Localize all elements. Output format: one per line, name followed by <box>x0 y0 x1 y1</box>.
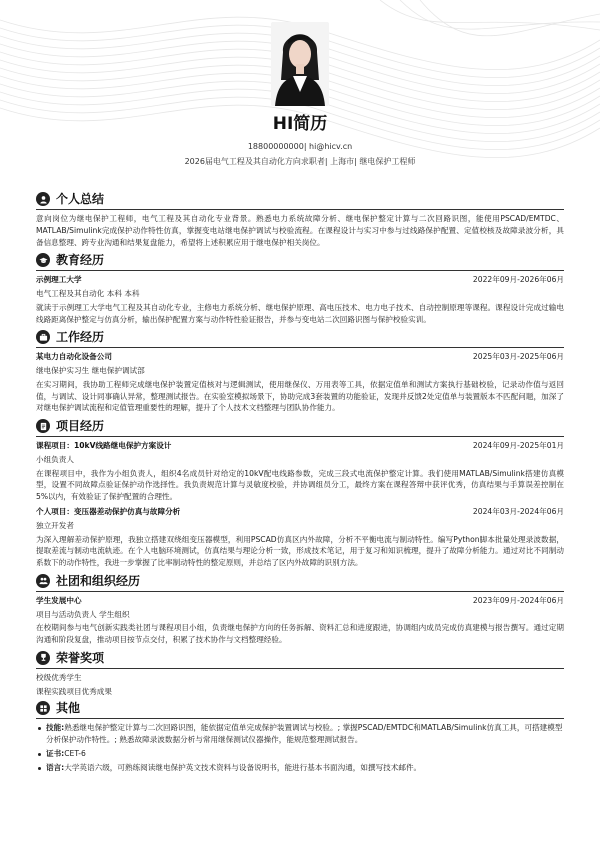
graduation-cap-icon <box>36 253 50 267</box>
grid-icon <box>36 701 50 715</box>
education-text: 就读于示例理工大学电气工程及其自动化专业，主修电力系统分析、继电保护原理、高电压技术、电力电子技术、自动控制原理等课程。课程设计完成过输电线路距离保护整定与仿真分析，输出保护配置方案与动作特性验证报告，并参与变电站二次回路识图与保护校验实训。 <box>36 302 564 324</box>
school-name: 示例理工大学 <box>36 275 82 285</box>
section-divider <box>36 270 564 271</box>
work-header-row <box>36 351 564 363</box>
work-text: 在实习期间，我协助工程师完成继电保护装置定值核对与逻辑测试，使用继保仪、万用表等工具，依据定值单和测试方案执行基础校验，记录动作值与返回值，与调试、设计同事确认异常，整理测试报告。在实验室模拟场景下，协助完成3套装置的功能验证，发现并反馈2处定值单与装置版本不匹配问题，加深了对继电保护调试流程和定值管理重要性的理解，提升了个人技术文档整理与团队协作能力。 <box>36 379 564 413</box>
section-divider <box>36 347 564 348</box>
project-role: 小组负责人 <box>36 454 74 464</box>
award-item: 课程实践项目优秀成果 <box>36 686 112 696</box>
projects-section <box>36 417 564 569</box>
project-date: 2024年03月-2024年06月 <box>472 507 564 517</box>
section-divider <box>36 668 564 669</box>
work-date: 2025年03月-2025年06月 <box>472 352 564 362</box>
education-header-row <box>36 274 564 286</box>
list-item <box>36 762 564 774</box>
project-role: 独立开发者 <box>36 520 74 530</box>
work-section <box>36 328 564 414</box>
item-label: 证书: <box>46 748 65 758</box>
education-date: 2022年09月-2026年06月 <box>472 275 564 285</box>
document-icon <box>36 419 50 433</box>
item-label: 语言: <box>46 762 65 772</box>
profile-photo <box>271 22 329 106</box>
work-title: 工作经历 <box>56 330 105 345</box>
company-name: 某电力自动化设备公司 <box>36 352 112 362</box>
education-title: 教育经历 <box>56 253 105 267</box>
projects-title: 项目经历 <box>56 418 105 433</box>
org-name: 学生发展中心 <box>36 595 82 605</box>
section-divider <box>36 591 564 592</box>
others-list <box>36 722 564 773</box>
others-section <box>36 699 564 773</box>
award-item: 校级优秀学生 <box>36 672 82 682</box>
item-text: 大学英语六级，可熟练阅读继电保护英文技术资料与设备说明书，能进行基本书面沟通，如撰写技术邮件。 <box>64 762 422 772</box>
job-intent: 2026届电气工程及其自动化方向求职者| 上海市| 继电保护工程师 <box>184 156 416 166</box>
others-title: 其他 <box>56 701 81 716</box>
group-icon <box>36 574 50 588</box>
campus-date: 2023年09月-2024年06月 <box>472 595 564 605</box>
project-text: 在课程项目中，我作为小组负责人，组织4名成员针对给定的10kV配电线路参数，完成三段式电流保护整定计算。我们使用MATLAB/Simulink搭建仿真模型，设置不同故障点验证保护动作选择性。我负责规范计算与灵敏度校验，并协调组员分工，最终方案在课程答辩中获评优秀，仿真结果与手算误差控制在5%以内，有效验证了保护配置的合理性。 <box>36 468 564 502</box>
list-item <box>36 748 564 760</box>
candidate-name: HI简历 <box>272 114 328 134</box>
list-item <box>36 722 564 746</box>
education-section <box>36 251 564 325</box>
resume-content <box>36 188 564 776</box>
campus-title: 社团和组织经历 <box>56 573 141 588</box>
campus-role: 项目与活动负责人 学生组织 <box>36 609 130 619</box>
summary-title: 个人总结 <box>56 191 105 206</box>
section-divider <box>36 718 564 719</box>
section-divider <box>36 209 564 210</box>
trophy-icon <box>36 651 50 665</box>
awards-title: 荣誉奖项 <box>56 650 105 665</box>
contact-info: 18800000000| hi@hicv.cn <box>247 142 353 152</box>
project-name: 课程项目：10kV线路继电保护方案设计 <box>36 441 172 451</box>
section-divider <box>36 436 564 437</box>
awards-section <box>36 649 564 698</box>
project-header-row <box>36 506 564 518</box>
item-label: 技能: <box>46 723 65 733</box>
summary-text: 意向岗位为继电保护工程师，电气工程及其自动化专业背景。熟悉电力系统故障分析、继电保护整定计算与二次回路识图，能使用PSCAD/EMTDC、MATLAB/Simulink完成保护动作特性仿真，掌握变电站继电保护调试与校验流程。在课程设计与实习中参与过线路保护配置、定值校核及故障录波分析，具备信息整理、跨专业沟通和结果复盘能力，希望将上述积累应用于继电保护相关岗位。 <box>36 214 564 247</box>
project-header-row <box>36 440 564 452</box>
resume-header <box>0 0 600 168</box>
briefcase-icon <box>36 330 50 344</box>
campus-header-row <box>36 595 564 607</box>
item-text: 熟悉继电保护整定计算与二次回路识图，能依据定值单完成保护装置调试与校验。; 掌握PSCAD/EMTDC和MATLAB/Simulink仿真工具，可搭建模型分析保护动作特性。; 熟悉故障录波数据分析与常用继保测试仪器操作，能规范整理测试报告。 <box>46 723 563 745</box>
person-icon <box>36 192 50 206</box>
project-name: 个人项目：变压器差动保护仿真与故障分析 <box>36 507 181 517</box>
campus-section <box>36 572 564 646</box>
summary-section <box>36 190 564 248</box>
campus-text: 在校期间参与电气创新实践类社团与课程项目小组，负责继电保护方向的任务拆解、资料汇总和进度跟进，协调组内成员完成仿真建模与报告撰写。通过定期沟通和阶段复盘，推动项目按节点交付，积累了技术协作与文档整理经验。 <box>36 623 564 645</box>
item-text: CET-6 <box>64 748 86 758</box>
project-date: 2024年09月-2025年01月 <box>472 441 564 451</box>
project-text: 为深入理解差动保护原理，我独立搭建双绕组变压器模型，利用PSCAD仿真区内外故障，分析不平衡电流与制动特性。编写Python脚本批量处理录波数据，提取差流与制动电流轨迹。在个人电脑环境测试，仿真结果与理论分析一致，形成技术笔记，用于复习和知识梳理，提升了故障分析能力。通过对比不同制动系数下的动作特性，我进一步掌握了比率制动特性的整定原则，并总结了区内外故障的识别方法。 <box>36 534 564 568</box>
education-major: 电气工程及其自动化 本科 本科 <box>36 289 140 299</box>
work-role: 继电保护实习生 继电保护调试部 <box>36 366 145 376</box>
